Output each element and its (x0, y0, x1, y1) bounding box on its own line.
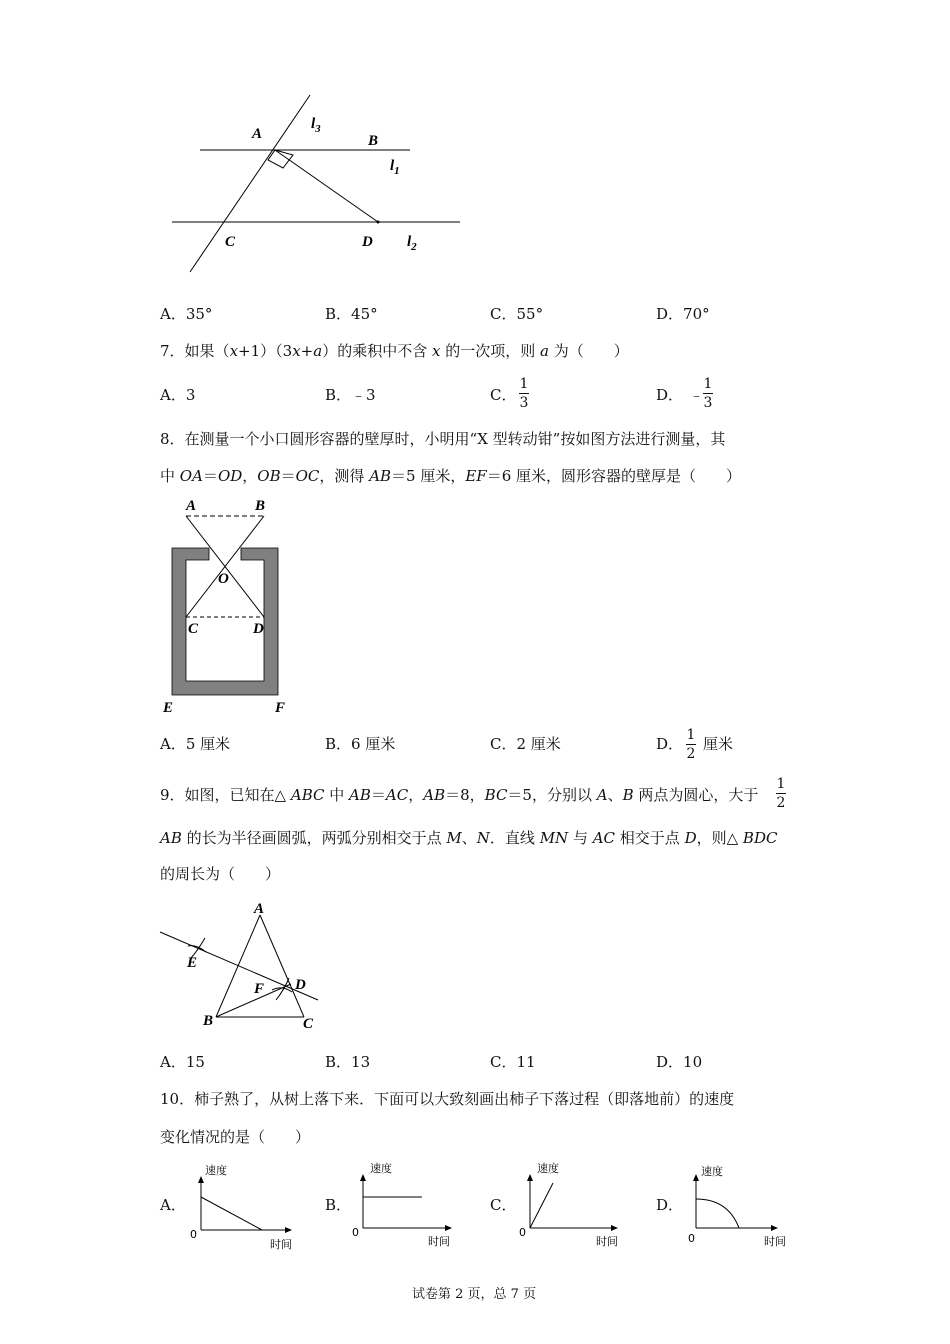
q8-label-E: E (163, 700, 174, 716)
q10-option-c-key: C． (490, 1196, 517, 1214)
q9-label-C: C (303, 1016, 314, 1032)
label-A: A (252, 126, 263, 142)
q8-option-c: C．2 厘米 (490, 735, 561, 753)
q9-question-line2: AB 的长为半径画圆弧，两弧分别相交于点 M、N．直线 MN 与 AC 相交于点 D，则△ BDC (160, 829, 778, 847)
q8-label-C: C (188, 621, 199, 637)
q8-question-line1: 8．在测量一个小口圆形容器的壁厚时，小明用“X 型转动钳”按如图方法进行测量，其 (160, 430, 726, 448)
q10-graph-a (185, 1160, 300, 1255)
label-l2: $l_2$ (407, 234, 417, 253)
q6-option-d: D．70° (656, 305, 710, 323)
q8-label-A: A (186, 498, 197, 514)
q10-d-ylabel: 速度 (701, 1165, 723, 1178)
q9-fraction: 1 2 (776, 776, 786, 811)
q9-option-d: D．10 (656, 1053, 703, 1071)
page-footer: 试卷第 2 页，总 7 页 (412, 1287, 537, 1302)
q9-label-E: E (187, 955, 198, 971)
q10-a-ylabel: 速度 (205, 1164, 227, 1177)
label-B: B (368, 133, 379, 149)
label-D: D (362, 234, 373, 250)
q9-diagram (155, 898, 325, 1033)
q9-option-c: C．11 (490, 1053, 536, 1071)
q10-c-ylabel: 速度 (537, 1162, 559, 1175)
q9-label-F: F (254, 981, 265, 997)
q10-graph-c (515, 1158, 630, 1253)
q9-label-D: D (295, 977, 306, 993)
q7-option-c: C． (490, 386, 517, 404)
label-C: C (225, 234, 236, 250)
q10-option-d-key: D． (656, 1196, 684, 1214)
q6-option-b: B．45° (325, 305, 378, 323)
q10-d-origin: 0 (688, 1232, 695, 1245)
q9-question-line1: 9．如图，已知在△ ABC 中 AB＝AC，AB＝8，BC＝5，分别以 A、B 两点为圆心，大于 (160, 786, 759, 804)
q9-question-line3: 的周长为（ ） (160, 865, 281, 883)
q10-option-a-key: A． (160, 1196, 186, 1214)
q8-diagram (155, 495, 295, 720)
q8-label-O: O (218, 571, 229, 587)
q8-label-F: F (275, 700, 286, 716)
q8-option-d-fraction: 1 2 (686, 727, 696, 762)
q8-option-b: B．6 厘米 (325, 735, 396, 753)
q7-option-a: A．3 (160, 386, 196, 404)
q7-option-b: B．﹣3 (325, 386, 376, 404)
q6-diagram (150, 85, 480, 285)
q8-label-D: D (253, 621, 264, 637)
q10-graph-b (350, 1158, 465, 1253)
q10-b-xlabel: 时间 (428, 1235, 450, 1248)
q10-c-xlabel: 时间 (596, 1235, 618, 1248)
q6-option-a: A．35° (160, 305, 213, 323)
q6-option-c: C．55° (490, 305, 544, 323)
q9-label-A: A (254, 901, 265, 917)
q10-b-ylabel: 速度 (370, 1162, 392, 1175)
q9-option-b: B．13 (325, 1053, 371, 1071)
q8-question-line2: 中 OA＝OD，OB＝OC，测得 AB＝5 厘米，EF＝6 厘米，圆形容器的壁厚是（ ） (160, 467, 742, 485)
q10-d-xlabel: 时间 (764, 1235, 786, 1248)
label-l1: $l_1$ (390, 158, 400, 177)
q8-label-B: B (255, 498, 266, 514)
q10-c-origin: 0 (519, 1226, 526, 1239)
q10-option-b-key: B． (325, 1196, 352, 1214)
q8-option-d-unit: 厘米 (703, 735, 734, 753)
q9-label-B: B (203, 1013, 214, 1029)
q7-option-d: D． ﹣ (656, 386, 705, 404)
q9-option-a: A．15 (160, 1053, 205, 1071)
q10-question-line2: 变化情况的是（ ） (160, 1128, 311, 1146)
q10-graph-d (682, 1158, 797, 1253)
q8-option-d: D． (656, 735, 684, 753)
q10-a-origin: 0 (190, 1228, 197, 1241)
q7-option-d-fraction: 1 3 (703, 376, 713, 411)
q10-b-origin: 0 (352, 1226, 359, 1239)
q10-question-line1: 10．柿子熟了，从树上落下来．下面可以大致刻画出柿子下落过程（即落地前）的速度 (160, 1090, 735, 1108)
q7-question: 7．如果（x+1）（3x+a）的乘积中不含 x 的一次项，则 a 为（ ） (160, 342, 629, 360)
label-l3: $l_3$ (311, 116, 321, 135)
q10-a-xlabel: 时间 (270, 1238, 292, 1251)
q7-option-c-fraction: 1 3 (519, 376, 529, 411)
q8-option-a: A．5 厘米 (160, 735, 231, 753)
